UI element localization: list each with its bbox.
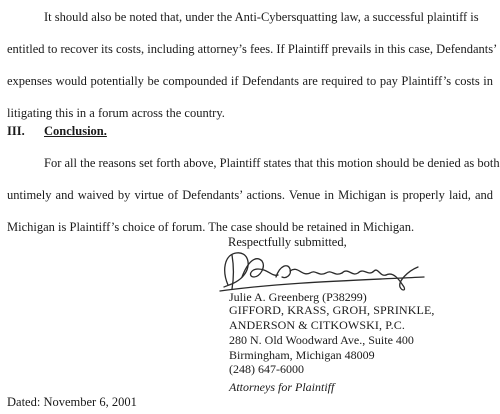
section-number: III. [7, 124, 25, 138]
paragraph-2-line-3: Michigan is Plaintiff’s choice of forum. The case should be retained in Michigan. [7, 220, 415, 234]
paragraph-1-line-2: entitled to recover its costs, including attorney’s fees. If Plaintiff prevails in this case, Defendants’ [7, 42, 498, 56]
section-title: Conclusion. [44, 124, 107, 138]
firm-name-line-2: ANDERSON & CITKOWSKI, P.C. [229, 318, 405, 332]
closing-text: Respectfully submitted, [228, 235, 347, 249]
paragraph-2-line-2: untimely and waived by virtue of Defendants’ actions. Venue in Michigan is properly laid, and [7, 188, 493, 202]
paragraph-1-line-4: litigating this in a forum across the country. [7, 106, 225, 120]
paragraph-2-line-1: For all the reasons set forth above, Plaintiff states that this motion should be denied as both [44, 156, 500, 170]
address-line-1: 280 N. Old Woodward Ave., Suite 400 [229, 333, 414, 347]
signer-name: Julie A. Greenberg (P38299) [229, 290, 367, 304]
phone-number: (248) 647-6000 [229, 362, 304, 376]
paragraph-1-line-3: expenses would potentially be compounded if Defendants are required to pay Plaintiff’s costs in [7, 74, 493, 88]
signer-role: Attorneys for Plaintiff [229, 380, 335, 394]
address-line-2: Birmingham, Michigan 48009 [229, 348, 375, 362]
dated-line: Dated: November 6, 2001 [7, 395, 137, 409]
handwritten-signature [218, 247, 428, 293]
firm-name-line-1: GIFFORD, KRASS, GROH, SPRINKLE, [229, 303, 435, 317]
paragraph-1-line-1: It should also be noted that, under the Anti-Cybersquatting law, a successful plaintiff is [44, 10, 479, 24]
